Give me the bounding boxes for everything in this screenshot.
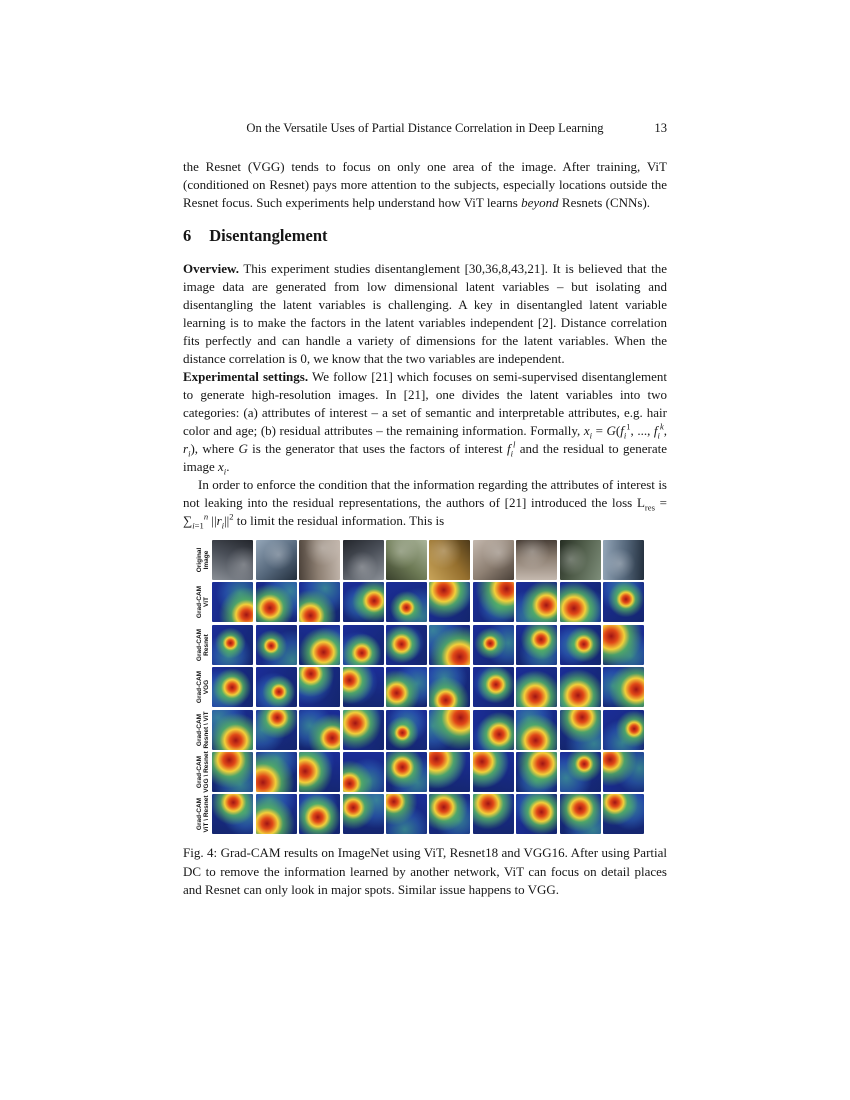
figure-4 — [183, 540, 667, 900]
gradcam-heatmap — [343, 667, 384, 707]
paragraph-loss: In order to enforce the condition that the information regarding the attributes of interest is not leaking into the residual representations, the authors of [21] introduced the loss $L_{res} = \sum_{i=1}^n$ $||r_i||^2$ to limit the residual information. This is — [183, 477, 667, 531]
gradcam-heatmap — [212, 582, 253, 622]
running-title: On the Versatile Uses of Partial Distance Correlation in Deep Learning — [246, 121, 604, 135]
gradcam-heatmap — [516, 625, 557, 665]
figure-row-label: Grad-CAM Resnet — [195, 628, 210, 661]
photo-thumbnail — [516, 540, 557, 580]
gradcam-heatmap — [256, 794, 297, 834]
gradcam-heatmap — [429, 667, 470, 707]
page-number: 13 — [654, 121, 667, 135]
photo-thumbnail — [212, 540, 253, 580]
gradcam-heatmap — [560, 710, 601, 750]
section-title: Disentanglement — [209, 226, 328, 245]
photo-thumbnail — [299, 540, 340, 580]
figure-row-label: Grad-CAM Resnet \ ViT — [195, 711, 210, 749]
figure-row — [195, 752, 667, 792]
gradcam-heatmap — [386, 582, 427, 622]
gradcam-heatmap — [473, 582, 514, 622]
gradcam-heatmap — [603, 752, 644, 792]
figure-row-label: Grad-CAM ViT — [195, 586, 210, 619]
gradcam-heatmap — [603, 667, 644, 707]
gradcam-heatmap — [299, 667, 340, 707]
gradcam-heatmap — [516, 794, 557, 834]
gradcam-heatmap — [386, 794, 427, 834]
section-number: 6 — [183, 226, 192, 245]
gradcam-heatmap — [516, 710, 557, 750]
gradcam-heatmap — [429, 625, 470, 665]
gradcam-heatmap — [473, 794, 514, 834]
gradcam-heatmap — [299, 625, 340, 665]
gradcam-heatmap — [256, 625, 297, 665]
gradcam-heatmap — [386, 710, 427, 750]
running-head — [183, 120, 667, 136]
figure-row-label: Original Image — [195, 547, 210, 573]
gradcam-heatmap — [516, 667, 557, 707]
gradcam-heatmap — [212, 794, 253, 834]
gradcam-heatmap — [516, 752, 557, 792]
paragraph-experimental-settings: Experimental settings. We follow [21] which focuses on semi-supervised disentanglement to generate high-resolution images. In [21], one divides the latent variables into two categories: (a) attributes of interest – a set of semantic and interpretable attributes, e.g. hair color and age; (b) residual attributes – the remaining information. Formally, $x_i = G(f_i^1$, ..., $f_i^k$, $r_i$), where G is the generator that uses the factors of interest $f_i^l$ and the residual to generate image $x_i$. — [183, 369, 668, 477]
figure-row — [195, 667, 667, 707]
gradcam-heatmap — [473, 625, 514, 665]
gradcam-heatmap — [256, 667, 297, 707]
gradcam-heatmap — [429, 582, 470, 622]
figure-row — [195, 625, 667, 665]
gradcam-heatmap — [560, 582, 601, 622]
gradcam-heatmap — [212, 752, 253, 792]
figure-row — [195, 540, 667, 580]
gradcam-heatmap — [473, 710, 514, 750]
gradcam-heatmap — [343, 582, 384, 622]
section-heading — [183, 226, 667, 246]
gradcam-heatmap — [603, 794, 644, 834]
photo-thumbnail — [473, 540, 514, 580]
figure-row — [195, 710, 667, 750]
gradcam-heatmap — [560, 625, 601, 665]
gradcam-heatmap — [560, 667, 601, 707]
figure-caption: Fig. 4: Grad-CAM results on ImageNet using ViT, Resnet18 and VGG16. After using Partial DC to remove the information learned by another network, ViT can focus on detail places and Resnet can only look in major spots. Similar issue happens to VGG. — [183, 845, 667, 898]
photo-thumbnail — [386, 540, 427, 580]
gradcam-heatmap — [560, 752, 601, 792]
photo-thumbnail — [256, 540, 297, 580]
gradcam-heatmap — [256, 710, 297, 750]
text-column — [183, 120, 667, 900]
gradcam-heatmap — [343, 625, 384, 665]
gradcam-heatmap — [473, 752, 514, 792]
gradcam-heatmap — [299, 752, 340, 792]
paragraph-overview: Overview. This experiment studies disentanglement [30,36,8,43,21]. It is believed that the image data are generated from low dimensional latent variables – but isolating and disentangling the latent variables is challenging. A key in disentangled latent variable learning is to make the factors in the latent variables independent [2]. Distance correlation fits perfectly and can handle a variety of dimensions for the latent variables. When the distance correlation is 0, we know that the two variables are independent. — [183, 261, 667, 366]
paragraph-intro: the Resnet (VGG) tends to focus on only one area of the image. After training, ViT (conditioned on Resnet) pays more attention to the subjects, especially locations outside the Resnet focus. Such experiments help understand how ViT learns beyond Resnets (CNNs). — [183, 159, 667, 210]
gradcam-heatmap — [299, 710, 340, 750]
gradcam-heatmap — [560, 794, 601, 834]
gradcam-heatmap — [429, 752, 470, 792]
gradcam-heatmap — [603, 582, 644, 622]
gradcam-heatmap — [516, 582, 557, 622]
gradcam-heatmap — [256, 752, 297, 792]
gradcam-heatmap — [299, 794, 340, 834]
figure-row — [195, 582, 667, 622]
figure-row — [195, 794, 667, 834]
figure-row-label: Grad-CAM ViT \ Resnet — [195, 795, 210, 833]
gradcam-heatmap — [299, 582, 340, 622]
photo-thumbnail — [560, 540, 601, 580]
gradcam-heatmap — [212, 667, 253, 707]
photo-thumbnail — [343, 540, 384, 580]
photo-thumbnail — [429, 540, 470, 580]
gradcam-heatmap — [386, 625, 427, 665]
gradcam-heatmap — [603, 710, 644, 750]
gradcam-heatmap — [256, 582, 297, 622]
gradcam-heatmap — [212, 625, 253, 665]
gradcam-heatmap — [212, 710, 253, 750]
photo-thumbnail — [603, 540, 644, 580]
gradcam-heatmap — [343, 710, 384, 750]
gradcam-heatmap — [429, 710, 470, 750]
figure-row-label: Grad-CAM VGG — [195, 671, 210, 704]
gradcam-heatmap — [429, 794, 470, 834]
gradcam-heatmap — [386, 752, 427, 792]
figure-row-label: Grad-CAM VGG \ Resnet — [195, 751, 210, 793]
gradcam-heatmap — [603, 625, 644, 665]
figure-grid — [195, 540, 667, 834]
gradcam-heatmap — [343, 752, 384, 792]
gradcam-heatmap — [386, 667, 427, 707]
gradcam-heatmap — [473, 667, 514, 707]
gradcam-heatmap — [343, 794, 384, 834]
